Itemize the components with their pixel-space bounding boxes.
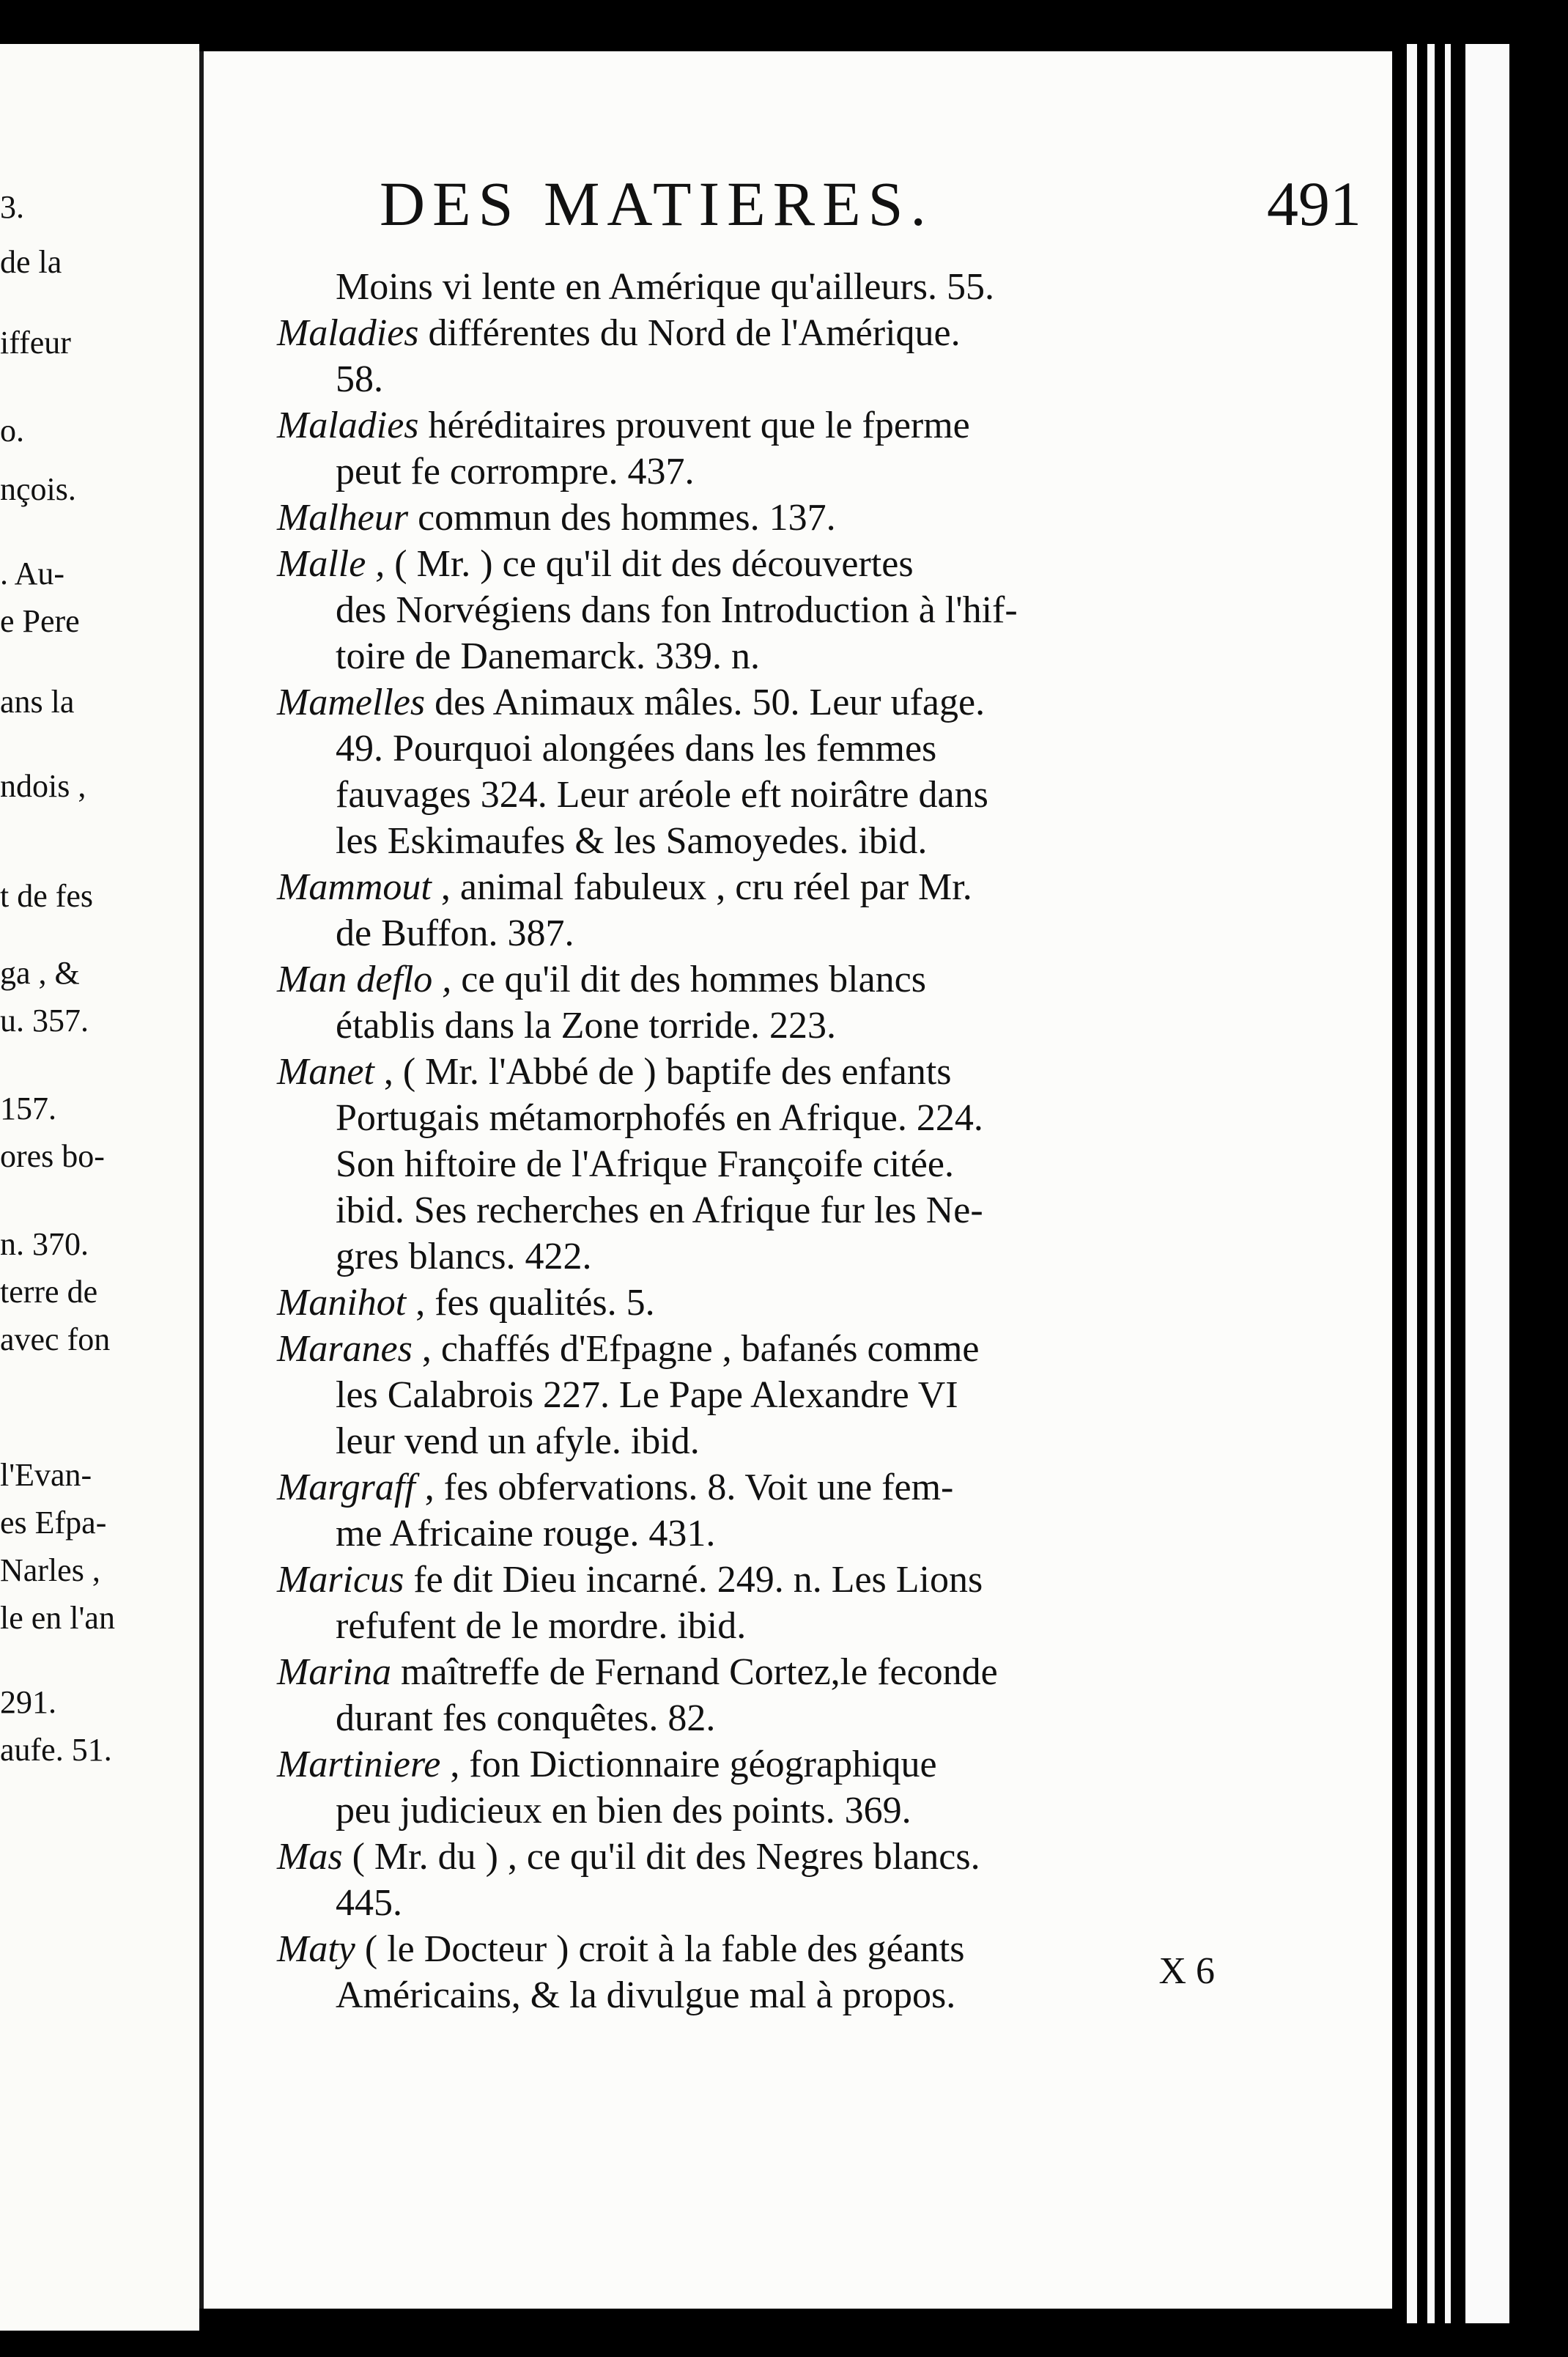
entry-headword: Man deflo ,	[277, 959, 452, 1000]
left-page-fragment: ndois ,	[0, 768, 86, 804]
entry-line	[277, 1464, 1332, 1511]
entry-text: , animal fabuleux , cru réel par Mr.	[431, 866, 972, 908]
page-edges	[1392, 44, 1539, 2323]
entry-text: des Animaux mâles. 50. Leur ufage.	[425, 682, 985, 723]
entry-text: établis dans la Zone torride. 223.	[336, 1005, 837, 1047]
entry-text: Portugais métamorphofés en Afrique. 224.	[336, 1097, 983, 1139]
entry-continuation-line	[277, 1372, 1332, 1418]
entry-continuation-line	[277, 1003, 1332, 1049]
left-page-fragment: iffeur	[0, 325, 71, 361]
entry-text: de Buffon. 387.	[336, 912, 574, 954]
entry-headword: Maty	[277, 1928, 355, 1970]
index-entry	[277, 1464, 1332, 1557]
entry-continuation-line	[277, 1788, 1332, 1834]
entry-text: les Eskimaufes & les Samoyedes. ibid.	[336, 820, 928, 862]
entry-text: peu judicieux en bien des points. 369.	[336, 1790, 911, 1832]
entry-headword: Maladies	[277, 312, 419, 354]
entry-text: fe dit Dieu incarné. 249. n. Les Lions	[404, 1559, 983, 1601]
entry-text: ( Mr. du ) , ce qu'il dit des Negres blancs.	[342, 1836, 980, 1878]
index-entry	[277, 1049, 1332, 1280]
entry-text: , fes qualités. 5.	[406, 1282, 655, 1324]
entry-line	[277, 1649, 1332, 1695]
index-entry	[277, 495, 1332, 541]
entry-line	[277, 1326, 1332, 1372]
entry-text: ce qu'il dit des hommes blancs	[451, 959, 926, 1000]
index-entry	[277, 864, 1332, 956]
entry-line	[277, 310, 1332, 356]
entry-text: ( Mr. ) ce qu'il dit des découvertes	[385, 543, 914, 585]
entry-text: Américains, & la divulgue mal à propos.	[336, 1974, 956, 2016]
entry-text: des Norvégiens dans fon Introduction à l'hif-	[336, 589, 1018, 631]
entry-line	[277, 1741, 1332, 1788]
entry-text: Moins vi lente en Amérique qu'ailleurs. 55.	[336, 266, 994, 308]
entry-continuation-line	[277, 1880, 1332, 1926]
left-page-fragment: o.	[0, 413, 24, 449]
entry-line	[277, 1280, 1332, 1326]
entry-text: toire de Danemarck. 339. n.	[336, 635, 761, 677]
entry-line	[277, 264, 1332, 310]
entry-headword: Mamelles	[277, 682, 426, 723]
index-entry	[277, 956, 1332, 1049]
entry-text: , fon Dictionnaire géographique	[440, 1744, 937, 1785]
entry-line	[277, 402, 1332, 449]
entry-continuation-line	[277, 1233, 1332, 1280]
index-entry	[277, 541, 1332, 679]
entry-text: ( le Docteur ) croit à la fable des géants	[355, 1928, 965, 1970]
index-entries	[277, 264, 1332, 2018]
running-head	[380, 167, 1361, 248]
left-page-fragment: es Efpa-	[0, 1505, 107, 1541]
entry-headword: Maranes	[277, 1328, 413, 1370]
entry-headword: Malheur	[277, 497, 409, 539]
left-page-fragment: n. 370.	[0, 1226, 89, 1262]
left-page-fragment: Narles ,	[0, 1552, 100, 1588]
entry-text: fauvages 324. Leur aréole eft noirâtre dans	[336, 774, 988, 816]
entry-text: ibid. Ses recherches en Afrique fur les Ne-	[336, 1189, 983, 1231]
left-page-fragment: avec fon	[0, 1321, 111, 1357]
entry-text: peut fe corrompre. 437.	[336, 451, 695, 493]
entry-headword: Maricus	[277, 1559, 404, 1601]
index-entry	[277, 1649, 1332, 1741]
catchword: X 6	[1158, 1950, 1215, 1992]
entry-text: gres blancs. 422.	[336, 1236, 592, 1277]
entry-text: , chaffés d'Efpagne , bafanés comme	[412, 1328, 980, 1370]
left-page-fragment: . Au-	[0, 556, 64, 591]
entry-headword: Mammout	[277, 866, 432, 908]
entry-text: 49. Pourquoi alongées dans les femmes	[336, 728, 937, 770]
entry-continuation-line	[277, 772, 1332, 818]
entry-continuation-line	[277, 1418, 1332, 1464]
left-page-fragment: aufe. 51.	[0, 1732, 112, 1768]
index-entry	[277, 1326, 1332, 1464]
entry-line	[277, 1834, 1332, 1880]
left-page-fragment: 291.	[0, 1684, 56, 1720]
entry-text: 445.	[336, 1882, 402, 1924]
book-page	[199, 51, 1405, 2309]
entry-line	[277, 541, 1332, 587]
entry-text: les Calabrois 227. Le Pape Alexandre VI	[336, 1374, 958, 1416]
index-entry	[277, 402, 1332, 495]
entry-text: , fes obfervations. 8. Voit une fem-	[415, 1467, 954, 1508]
index-entry	[277, 1741, 1332, 1834]
index-entry	[277, 310, 1332, 402]
entry-continuation-line	[277, 818, 1332, 864]
left-page-fragment: e Pere	[0, 603, 80, 639]
entry-headword: Manihot	[277, 1282, 407, 1324]
entry-headword: Manet	[277, 1051, 374, 1093]
index-entry	[277, 1834, 1332, 1926]
entry-line	[277, 864, 1332, 910]
entry-headword: Marina	[277, 1651, 391, 1693]
left-page-fragment: u. 357.	[0, 1003, 89, 1039]
entry-continuation-line	[277, 1095, 1332, 1141]
left-page-fragment: 3.	[0, 189, 24, 225]
entry-continuation-line	[277, 726, 1332, 772]
entry-line	[277, 495, 1332, 541]
entry-continuation-line	[277, 1695, 1332, 1741]
entry-text: leur vend un afyle. ibid.	[336, 1420, 700, 1462]
entry-line	[277, 679, 1332, 726]
entry-text: refufent de le mordre. ibid.	[336, 1605, 747, 1647]
page-number: 491	[1267, 169, 1361, 239]
entry-headword: Martiniere	[277, 1744, 441, 1785]
entry-text: maîtreffe de Fernand Cortez,le feconde	[391, 1651, 998, 1693]
entry-line	[277, 1049, 1332, 1095]
entry-line	[277, 956, 1332, 1003]
entry-text: , ( Mr. l'Abbé de ) baptife des enfants	[374, 1051, 952, 1093]
left-page-fragment: 157.	[0, 1091, 56, 1126]
left-page-fragment: ga , &	[0, 955, 80, 991]
entry-continuation-line	[277, 587, 1332, 633]
left-facing-page	[0, 44, 199, 2331]
entry-text: héréditaires prouvent que le fperme	[418, 405, 970, 446]
entry-line	[277, 1557, 1332, 1603]
entry-headword: Malle ,	[277, 543, 385, 585]
entry-continuation-line	[277, 633, 1332, 679]
index-entry	[277, 679, 1332, 864]
entry-headword: Mas	[277, 1836, 343, 1878]
entry-text: Son hiftoire de l'Afrique Françoife citée.	[336, 1143, 954, 1185]
left-page-fragment: terre de	[0, 1274, 98, 1310]
entry-continuation-line	[277, 1141, 1332, 1187]
left-page-fragment: le en l'an	[0, 1600, 115, 1636]
entry-continuation-line	[277, 1603, 1332, 1649]
entry-continuation-line	[277, 1187, 1332, 1233]
entry-continuation-line	[277, 449, 1332, 495]
entry-text: différentes du Nord de l'Amérique.	[418, 312, 961, 354]
entry-continuation-line	[277, 1511, 1332, 1557]
left-page-fragment: l'Evan-	[0, 1457, 92, 1493]
entry-text: durant fes conquêtes. 82.	[336, 1697, 716, 1739]
entry-text: me Africaine rouge. 431.	[336, 1513, 716, 1554]
entry-text: commun des hommes. 137.	[408, 497, 836, 539]
left-page-fragment: t de fes	[0, 878, 94, 914]
index-entry	[277, 1557, 1332, 1649]
left-page-fragment: de la	[0, 244, 62, 280]
left-page-fragment: nçois.	[0, 471, 76, 507]
entry-headword: Maladies	[277, 405, 419, 446]
running-title: DES MATIERES.	[380, 169, 933, 239]
left-page-fragment: ans la	[0, 684, 75, 720]
index-entry	[277, 1280, 1332, 1326]
entry-headword: Margraff	[277, 1467, 415, 1508]
index-entry	[277, 264, 1332, 310]
entry-continuation-line	[277, 910, 1332, 956]
entry-continuation-line	[277, 356, 1332, 402]
entry-text: 58.	[336, 358, 383, 400]
left-page-fragment: ores bo-	[0, 1138, 105, 1174]
